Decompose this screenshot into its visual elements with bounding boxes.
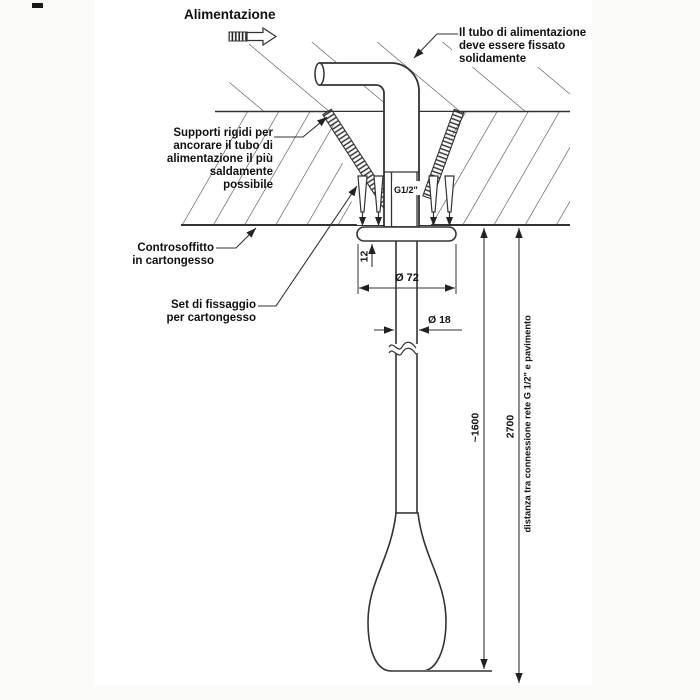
left-margin [0, 0, 95, 700]
fixing-set-line: Set di fissaggio [171, 299, 256, 311]
tube-note-line: solidamente [459, 53, 527, 65]
tube-note-line: Il tubo di alimentazione [459, 27, 587, 39]
tube-note-line: deve essere fissato [459, 40, 566, 52]
false-ceiling-label [110, 242, 214, 268]
dim-pipe-diameter: Ø 18 [428, 314, 451, 326]
shower-head [368, 513, 446, 671]
fixing-set-line: per cartongesso [166, 312, 256, 324]
thread-label: G1/2" [394, 185, 418, 195]
right-margin [592, 0, 700, 700]
fixing-set-label [150, 299, 256, 325]
tube-note [459, 27, 586, 66]
flange [357, 227, 456, 241]
supports-note-line: saldamente [209, 166, 273, 178]
dim-distance-note: distanza tra connessione rete G 1/2" e pavimento [522, 315, 533, 533]
crop-dash [32, 3, 43, 8]
dim-flange-diameter: Ø 72 [395, 272, 419, 284]
floor-band [0, 685, 700, 700]
supports-note-line: possibile [223, 179, 273, 191]
leader-false-ceiling [216, 228, 256, 248]
supports-note-line: ancorare il tubo di [173, 140, 273, 152]
supports-note-line: Supporti rigidi per [173, 127, 273, 139]
false-ceiling-line: Controsoffitto [137, 242, 214, 254]
dim-height-2700: 2700 [504, 414, 517, 439]
false-ceiling-line: in cartongesso [132, 255, 214, 267]
pipe-break-2 [389, 348, 416, 355]
supports-note [148, 127, 273, 192]
dim-flange-thickness: 12 [358, 250, 371, 263]
dim-height-1600: ~1600 [469, 412, 482, 443]
pipe-break [389, 342, 416, 349]
feed-label: Alimentazione [184, 7, 276, 22]
supports-note-line: alimentazione il più [166, 153, 273, 165]
pipe-open-end [315, 63, 324, 85]
